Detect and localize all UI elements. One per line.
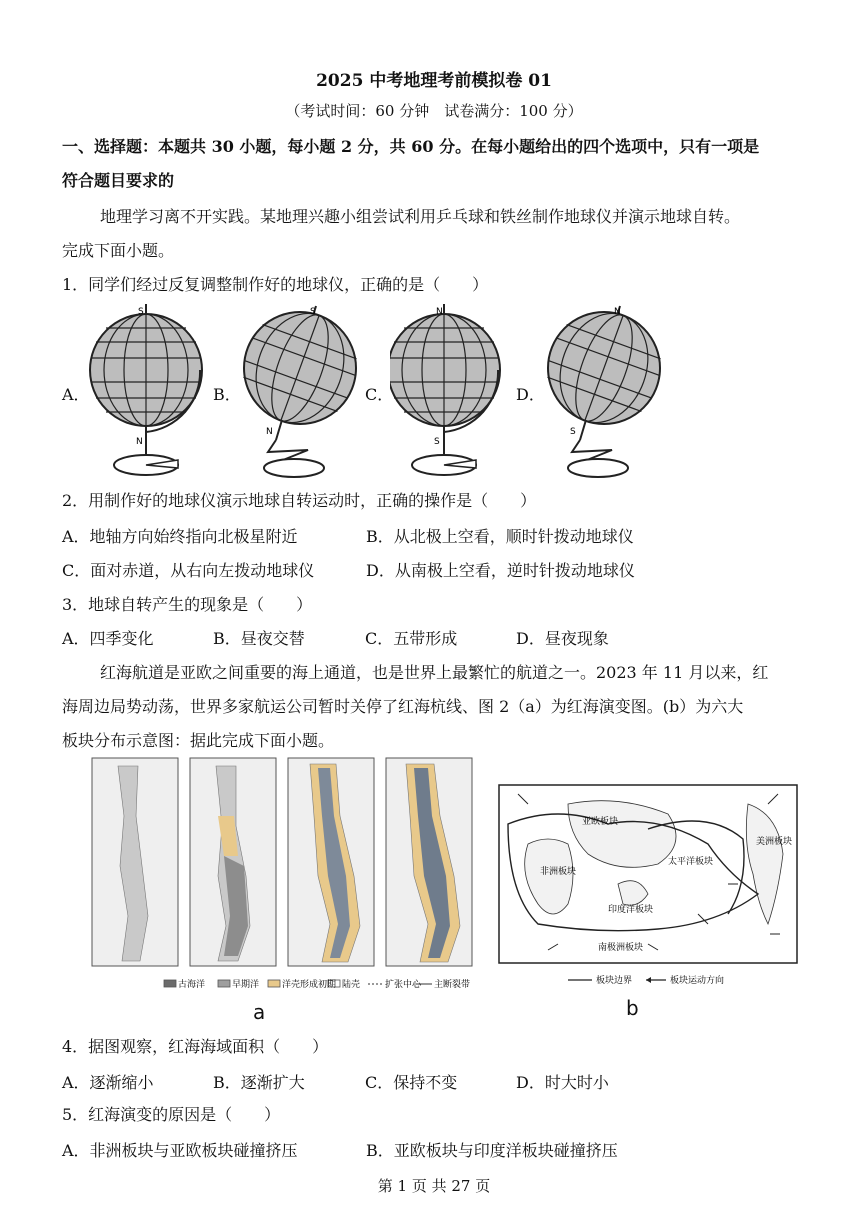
intro2-line1: 红海航道是亚欧之间重要的海上通道，也是世界上最繁忙的航道之一。2023 年 11 月以来，红 [100,663,769,682]
globe-b-top-pole: S [310,307,316,317]
intro2-line3: 板块分布示意图：据此完成下面小题。 [62,731,335,750]
q3-option-a: A．四季变化 [62,629,154,648]
q3-option-d: D．昼夜现象 [516,629,609,648]
globe-b-figure [238,300,368,480]
legend-a-early-ocean: 早期洋 [232,980,260,990]
q1-option-a-label: A． [62,385,90,404]
plate-indian: 印度洋板块 [608,905,654,915]
q5-option-a: A．非洲板块与亚欧板块碰撞挤压 [62,1141,298,1160]
q3-option-b: B．昼夜交替 [213,629,305,648]
q1-option-d-label: D． [516,385,545,404]
globe-a-figure [86,300,216,480]
figure-a-label: a [253,1000,266,1024]
q2-option-c: C．面对赤道，从右向左拨动地球仪 [62,561,315,580]
q1-option-b-label: B． [213,385,241,404]
intro2-line2: 海周边局势动荡，世界多家航运公司暂时关停了红海杭线、图 2（a）为红海演变图。(b）为六大 [62,697,744,716]
legend-a-fault: 主断裂带 [434,980,471,990]
q2-option-a: A．地轴方向始终指向北极星附近 [62,527,298,546]
globe-c-top-pole: N [436,307,443,317]
legend-a-spreading: 扩张中心 [385,980,422,990]
globe-d-figure [540,300,670,480]
legend-b-boundary: 板块边界 [596,976,633,986]
legend-a-continental: 陆壳 [342,980,361,990]
q2-option-d: D．从南极上空看，逆时针拨动地球仪 [366,561,635,580]
red-sea-evolution-figure [78,756,478,1020]
q4-option-a: A．逐渐缩小 [62,1073,154,1092]
globe-a-top-pole: S [138,307,144,317]
page-title: 2025 中考地理考前模拟卷 01 [316,71,552,91]
intro1-line1: 地理学习离不开实践。某地理兴趣小组尝试利用乒乓球和铁丝制作地球仪并演示地球自转。 [100,207,741,226]
q2-stem: 2．用制作好的地球仪演示地球自转运动时，正确的操作是（ ） [62,491,537,510]
section-heading-line1: 一、选择题：本题共 30 小题，每小题 2 分，共 60 分。在每小题给出的四个选项中，只有一项是 [62,137,760,156]
globe-a-bottom-pole: N [136,437,143,447]
globe-b-bottom-pole: N [266,427,273,437]
q2-option-b: B．从北极上空看，顺时针拨动地球仪 [366,527,634,546]
q4-option-b: B．逐渐扩大 [213,1073,305,1092]
exam-info: （考试时间：60 分钟 试卷满分：100 分） [285,102,583,120]
page-footer: 第 1 页 共 27 页 [377,1177,491,1195]
q3-option-c: C．五带形成 [365,629,458,648]
q5-option-b: B．亚欧板块与印度洋板块碰撞挤压 [366,1141,618,1160]
globe-c-figure [390,300,520,480]
plate-map-figure [498,784,800,994]
plate-eurasian: 亚欧板块 [582,817,619,827]
q1-option-c-label: C． [365,385,394,404]
legend-a-ancient-ocean: 古海洋 [178,980,206,990]
plate-antarctic: 南极洲板块 [598,943,644,953]
globe-d-bottom-pole: S [570,427,576,437]
plate-american: 美洲板块 [756,837,793,847]
q1-stem: 1．同学们经过反复调整制作好的地球仪，正确的是（ ） [62,275,489,294]
globe-d-top-pole: N [614,307,621,317]
section-heading-line2: 符合题目要求的 [62,171,175,190]
figure-b-label: b [626,996,639,1020]
q3-stem: 3．地球自转产生的现象是（ ） [62,595,313,614]
intro1-line2: 完成下面小题。 [62,241,175,260]
legend-b-motion: 板块运动方向 [670,976,725,986]
q4-stem: 4．据图观察，红海海域面积（ ） [62,1037,329,1056]
plate-african: 非洲板块 [540,867,577,877]
legend-a-crust-forming: 洋壳形成初期 [282,980,337,990]
q4-option-c: C．保持不变 [365,1073,458,1092]
globe-c-bottom-pole: S [434,437,440,447]
q5-stem: 5．红海演变的原因是（ ） [62,1105,281,1124]
q4-option-d: D．时大时小 [516,1073,609,1092]
plate-pacific: 太平洋板块 [668,857,714,867]
